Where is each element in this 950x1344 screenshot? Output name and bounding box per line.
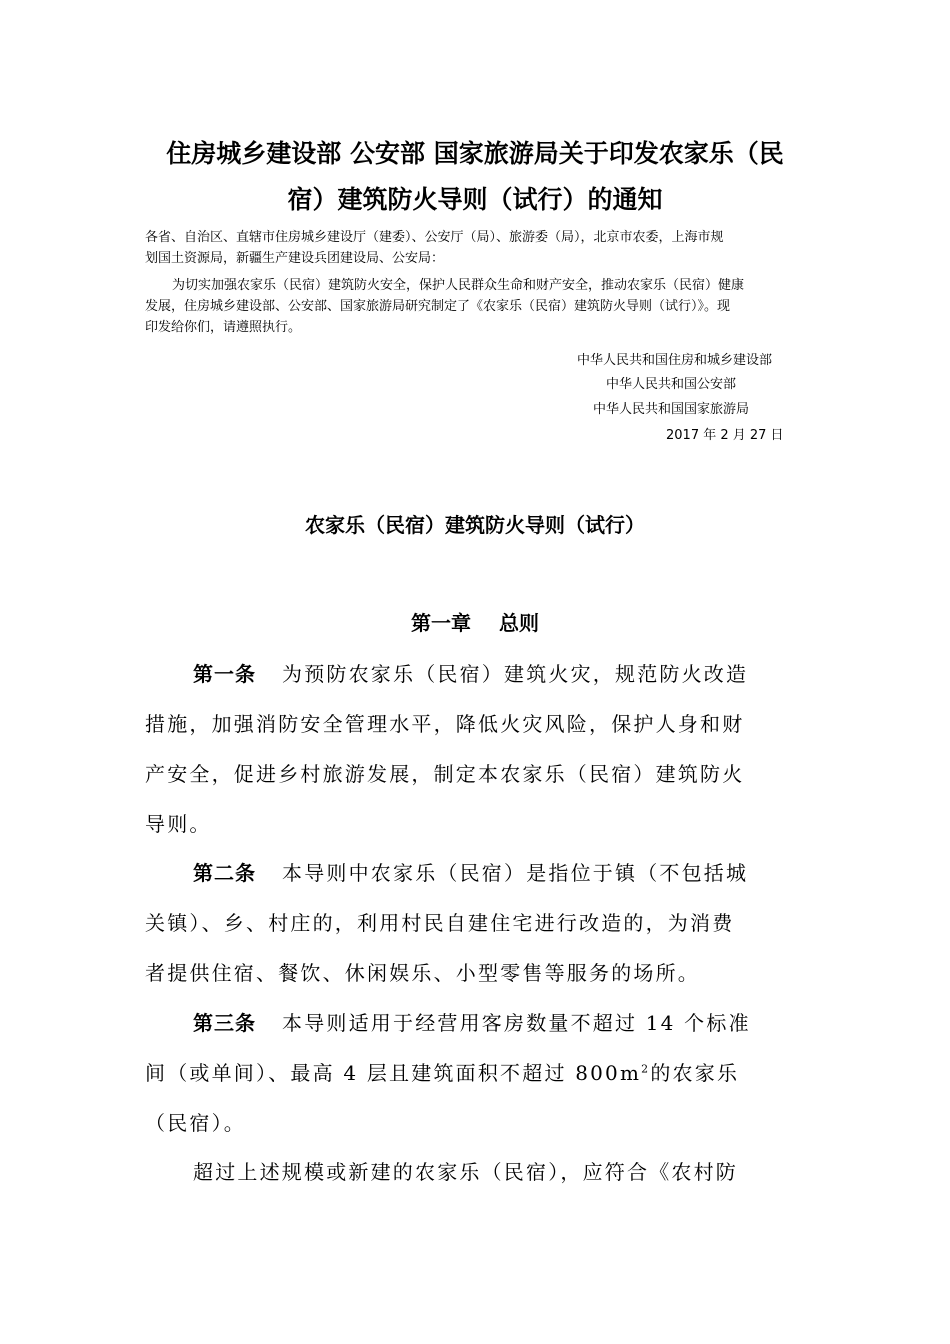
signatory-mohurd: 中华人民共和国住房和城乡建设部	[577, 353, 773, 368]
article-2	[145, 848, 810, 998]
article-text-line: 者提供住宿、餐饮、休闲娱乐、小型零售等服务的场所。	[145, 961, 700, 985]
article-label: 第一条	[193, 662, 256, 686]
recipients	[145, 227, 810, 269]
article-text-line: 措施，加强消防安全管理水平，降低火灾风险，保护人身和财	[145, 712, 745, 736]
article-text-line: 导则。	[145, 812, 212, 836]
notice-title-line-2: 宿）建筑防火导则（试行）的通知	[287, 185, 663, 214]
signatory-cnta: 中华人民共和国国家旅游局	[593, 402, 750, 417]
chapter-title	[0, 608, 950, 638]
article-1	[145, 649, 810, 849]
chapter-name: 总则	[499, 611, 539, 635]
notice-title	[140, 131, 810, 223]
notice-body-line-3: 印发给你们，请遵照执行。	[145, 320, 302, 335]
recipients-line-2: 划国土资源局，新疆生产建设兵团建设局、公安局：	[145, 251, 445, 266]
article-3	[145, 998, 810, 1148]
article-text-line: 间（或单间）、最高 4 层且建筑面积不超过 800m	[145, 1061, 642, 1085]
chapter-number: 第一章	[411, 611, 471, 635]
article-text-line: 为预防农家乐（民宿）建筑火灾，规范防火改造	[282, 662, 749, 686]
guide-title: 农家乐（民宿）建筑防火导则（试行）	[305, 513, 645, 537]
notice-body-line-1: 为切实加强农家乐（民宿）建筑防火安全，保护人民群众生命和财产安全，推动农家乐（民宿）健康	[172, 278, 745, 293]
notice-body-line-2: 发展，住房城乡建设部、公安部、国家旅游局研究制定了《农家乐（民宿）建筑防火导则（试行）》。现	[145, 299, 731, 314]
continuation-line: 超过上述规模或新建的农家乐（民宿），应符合《农村防	[193, 1160, 738, 1184]
article-text-line: 产安全，促进乡村旅游发展，制定本农家乐（民宿）建筑防火	[145, 762, 745, 786]
article-text-line: 关镇）、乡、村庄的，利用村民自建住宅进行改造的，为消费	[145, 911, 735, 935]
notice-body	[145, 275, 810, 338]
article-text-line: 的农家乐	[650, 1061, 740, 1085]
article-text-line: 本导则适用于经营用客房数量不超过 14 个标准	[282, 1011, 751, 1035]
notice-date: 2017 年 2 月 27 日	[666, 428, 784, 443]
area-unit-superscript: 2	[641, 1062, 651, 1076]
article-text-line: （民宿）。	[145, 1111, 246, 1135]
article-label: 第二条	[193, 861, 256, 885]
continuation-paragraph	[145, 1147, 810, 1197]
recipients-line-1: 各省、自治区、直辖市住房城乡建设厅（建委）、公安厅（局）、旅游委（局），北京市农委，上海市规	[145, 230, 724, 245]
signatory-mps: 中华人民共和国公安部	[606, 377, 737, 392]
notice-title-line-1: 住房城乡建设部 公安部 国家旅游局关于印发农家乐（民	[166, 139, 784, 168]
article-text-line: 本导则中农家乐（民宿）是指位于镇（不包括城	[282, 861, 749, 885]
article-label: 第三条	[193, 1011, 256, 1035]
